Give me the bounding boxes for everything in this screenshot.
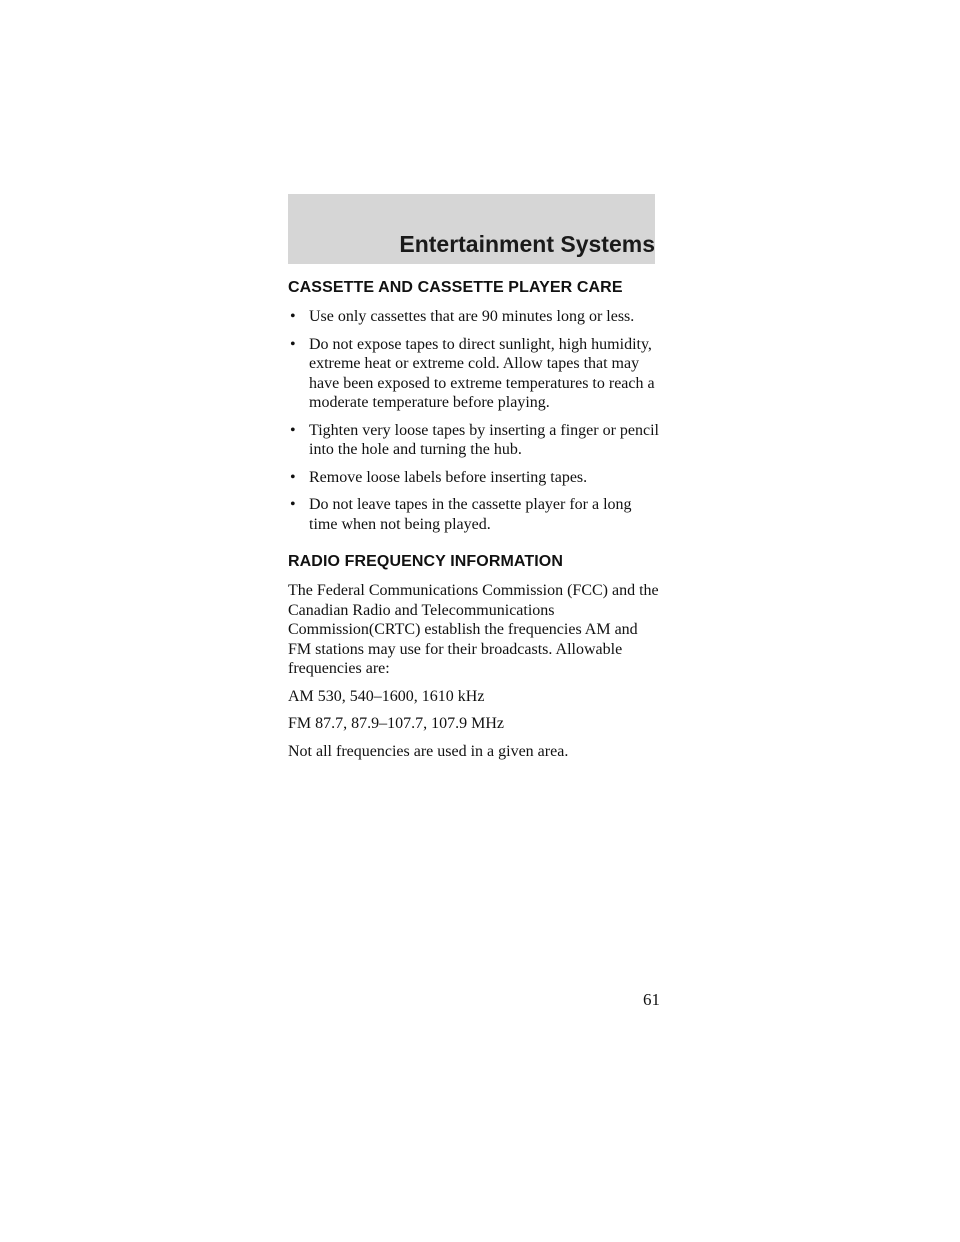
radio-intro-paragraph: The Federal Communications Commission (FCC) and the Canadian Radio and Telecommunications Commission(CRTC) establish the frequencies AM and FM stations may use for their broadcasts. Allowable frequencies are: xyxy=(288,582,659,677)
list-item-text: Do not expose tapes to direct sunlight, high humidity, extreme heat or extreme cold. Allow tapes that may have been exposed to extreme temperatures to reach a moderate temperature before playing. xyxy=(309,335,655,411)
list-item xyxy=(288,307,660,327)
list-item-text: Do not leave tapes in the cassette player for a long time when not being played. xyxy=(309,496,632,533)
list-item-text: Remove loose labels before inserting tapes. xyxy=(309,468,588,486)
radio-frequency-section xyxy=(288,552,660,761)
bullet-icon: • xyxy=(290,421,296,439)
list-item xyxy=(288,421,660,460)
radio-frequency-heading: RADIO FREQUENCY INFORMATION xyxy=(288,553,563,570)
list-item xyxy=(288,335,660,413)
bullet-icon: • xyxy=(290,335,296,353)
fm-frequencies: FM 87.7, 87.9–107.7, 107.9 MHz xyxy=(288,715,505,732)
cassette-care-heading: CASSETTE AND CASSETTE PLAYER CARE xyxy=(288,279,623,296)
page-content xyxy=(288,278,660,769)
bullet-icon: • xyxy=(290,496,296,513)
cassette-care-section xyxy=(288,278,660,534)
list-item-text: Tighten very loose tapes by inserting a finger or pencil into the hole and turning the hub. xyxy=(309,421,659,458)
list-item xyxy=(288,468,660,488)
am-frequencies: AM 530, 540–1600, 1610 kHz xyxy=(288,687,485,705)
page-number: 61 xyxy=(643,990,660,1009)
frequency-note: Not all frequencies are used in a given area. xyxy=(288,742,569,760)
cassette-care-list xyxy=(288,307,660,534)
section-title: Entertainment Systems xyxy=(399,231,655,257)
section-header-band xyxy=(288,194,655,264)
list-item xyxy=(288,495,660,534)
list-item-text: Use only cassettes that are 90 minutes long or less. xyxy=(309,308,635,325)
bullet-icon: • xyxy=(290,468,296,486)
bullet-icon: • xyxy=(290,308,296,325)
